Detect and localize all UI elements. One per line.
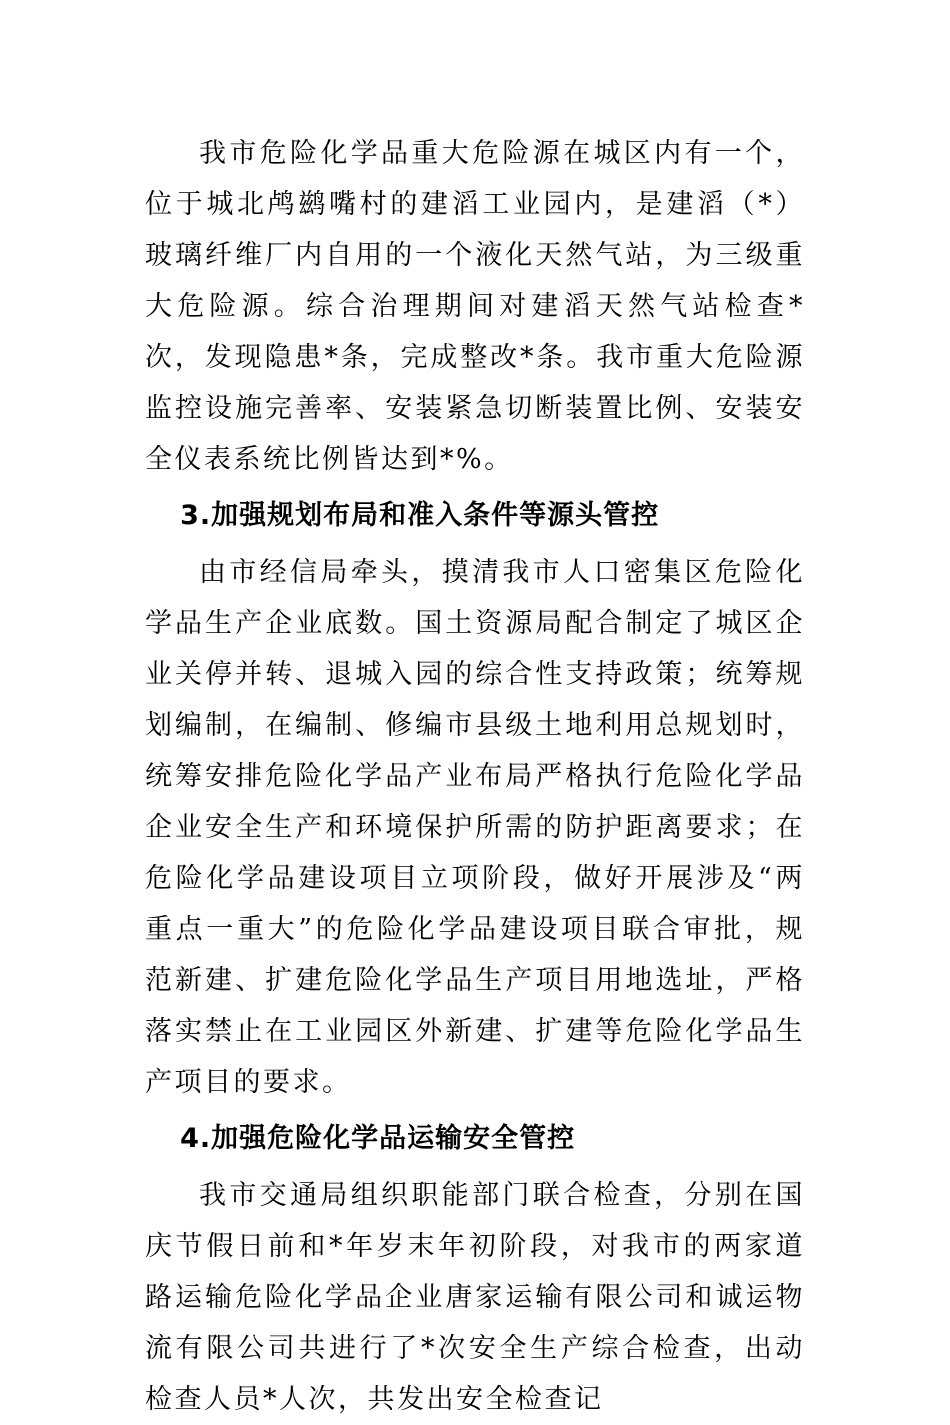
section-heading-3: 3.加强规划布局和准入条件等源头管控 [180,500,660,531]
paragraph-hazard-sources: 我市危险化学品重大危险源在城区内有一个，位于城北鸬鹚嘴村的建滔工业园内，是建滔（*）玻璃纤维厂内自用的一个液化天然气站，为三级重大危险源。综合治理期间对建滔天然气站检查*次，发现隐患*条，完成整改*条。我市重大危险源监控设施完善率、安装紧急切断装置比例、安装安全仪表系统比例皆达到*%。 [145,138,805,475]
paragraph-planning-control: 由市经信局牵头，摸清我市人口密集区危险化学品生产企业底数。国土资源局配合制定了城区企业关停并转、退城入园的综合性支持政策；统筹规划编制，在编制、修编市县级土地利用总规划时，统筹安排危险化学品产业布局严格执行危险化学品企业安全生产和环境保护所需的防护距离要求；在危险化学品建设项目立项阶段，做好开展涉及“两重点一重大”的危险化学品建设项目联合审批，规范新建、扩建危险化学品生产项目用地选址，严格落实禁止在工业园区外新建、扩建等危险化学品生产项目的要求。 [145,557,805,1098]
section-heading-4: 4.加强危险化学品运输安全管控 [180,1123,576,1154]
document-body [145,128,805,1425]
paragraph-transport-control: 我市交通局组织职能部门联合检查，分别在国庆节假日前和*年岁末年初阶段，对我市的两家道路运输危险化学品企业唐家运输有限公司和诚运物流有限公司共进行了*次安全生产综合检查，出动检查人员*人次，共发出安全检查记 [145,1180,805,1415]
